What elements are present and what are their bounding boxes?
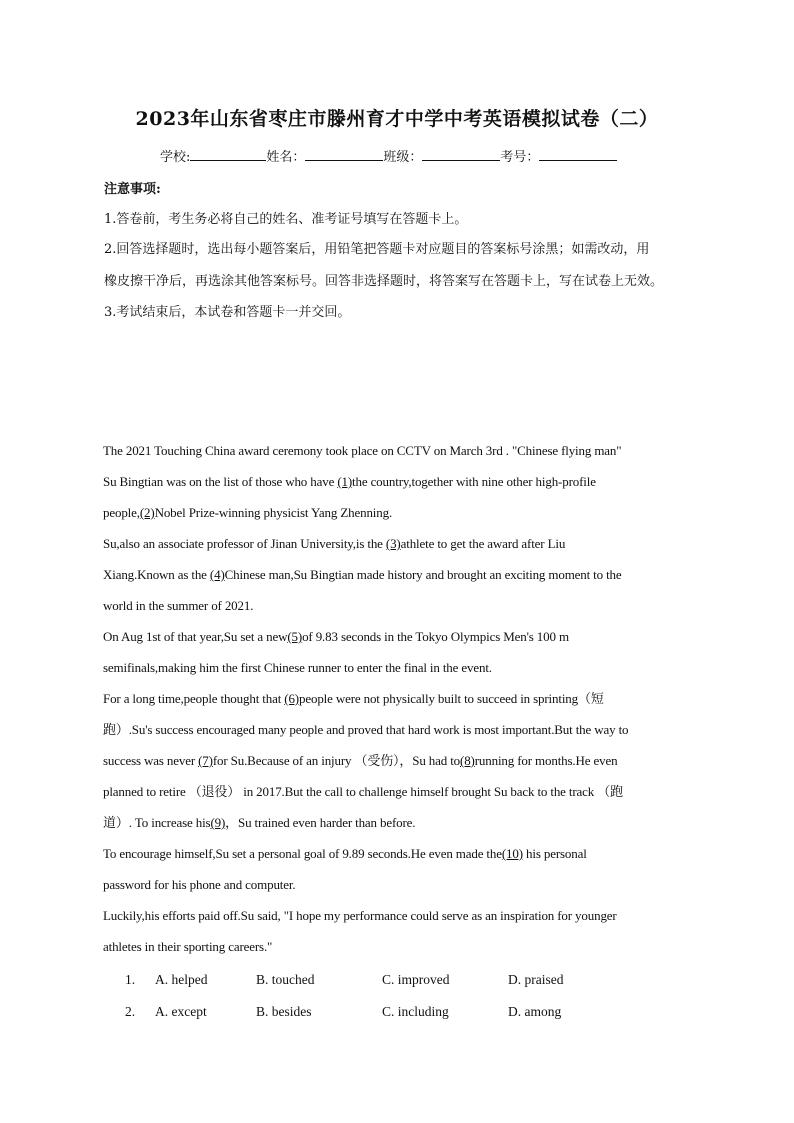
blank-number: (4) [209,567,225,582]
passage-text: Nobel Prize-winning physicist Yang Zhenning. [154,505,393,520]
passage-line [103,596,703,627]
passage-line [103,689,703,720]
question-number: 2. [125,1004,136,1019]
passage-text: planned to retire （退役） in 2017.But the call to challenge himself brought Su back to the track （跑 [103,784,623,799]
passage-text: athletes in their sporting careers." [103,939,273,954]
option-c[interactable]: C. improved [382,972,450,987]
option-b[interactable]: B. besides [256,1004,312,1019]
passage-text: For a long time,people thought that [103,691,285,706]
passage-text: the country,together with nine other high-profile [352,474,596,489]
blank-number: (5) [287,629,303,644]
passage-text: Su,also an associate professor of Jinan University,is the [103,536,386,551]
passage-text: success was never [103,753,199,768]
passage-line [103,627,703,658]
blank-number: (9) [210,815,226,830]
passage-line [103,751,703,782]
passage-line [103,565,703,596]
passage-text: To encourage himself,Su set a personal goal of 9.89 seconds.He even made the [103,846,502,861]
option-a[interactable]: A. helped [155,972,208,987]
passage-text: Su Bingtian was on the list of those who have [103,474,338,489]
exam-no-blank[interactable] [539,148,617,161]
blank-number: (3) [385,536,401,551]
option-d[interactable]: D. among [508,1004,562,1019]
name-label: 姓名： [266,150,306,165]
school-label: 学校: [160,150,191,165]
passage-text: 跑）.Su's success encouraged many people and proved that hard work is most important.But the way to [103,722,629,737]
passage-text: Luckily,his efforts paid off.Su said, "I hope my performance could serve as an inspiration for younger [103,908,617,923]
passage-text: The 2021 Touching China award ceremony took place on CCTV on March 3rd . "Chinese flying man" [103,443,622,458]
notice-line: 3.考试结束后，本试卷和答题卡一并交回。 [104,305,351,320]
passage-text: his personal [522,846,587,861]
class-blank[interactable] [422,148,500,161]
reading-passage [103,441,703,968]
passage-line [103,534,703,565]
question-number: 1. [125,972,136,987]
passage-line [103,720,703,751]
passage-text: world in the summer of 2021. [103,598,254,613]
passage-text: ，Su trained even harder than before. [225,815,416,830]
student-info-row [160,146,617,165]
passage-text: semifinals,making him the first Chinese runner to enter the final in the event. [103,660,492,675]
notice-line: 橡皮擦干净后，再选涂其他答案标号。回答非选择题时，将答案写在答题卡上，写在试卷上无效。 [104,274,664,289]
passage-line [103,503,703,534]
passage-line [103,813,703,844]
page-title: 2023年山东省枣庄市滕州育才中学中考英语模拟试卷（二） [135,108,659,130]
exam-no-label: 考号： [500,150,540,165]
option-b[interactable]: B. touched [256,972,315,987]
passage-text: people were not physically built to succeed in sprinting（短 [299,691,604,706]
passage-text: people, [103,505,140,520]
blank-number: (8) [460,753,475,768]
passage-text: On Aug 1st of that year,Su set a new [103,629,288,644]
school-blank[interactable] [190,148,266,161]
notice-line: 1.答卷前，考生务必将自己的姓名、准考证号填写在答题卡上。 [104,212,468,227]
blank-number: (2) [139,505,155,520]
blank-number: (6) [284,691,299,706]
passage-text: athlete to get the award after Liu [400,536,566,551]
passage-text: Chinese man,Su Bingtian made history and brought an exciting moment to the [224,567,622,582]
class-label: 班级： [383,150,423,165]
blank-number: (10) [501,846,523,861]
option-c[interactable]: C. including [382,1004,449,1019]
notice-line: 2.回答选择题时，选出每小题答案后，用铅笔把答题卡对应题目的答案标号涂黑；如需改动，用 [104,242,650,257]
blank-number: (1) [337,474,353,489]
passage-text: of 9.83 seconds in the Tokyo Olympics Men's 100 m [302,629,569,644]
blank-number: (7) [198,753,213,768]
option-a[interactable]: A. except [155,1004,207,1019]
passage-line [103,658,703,689]
name-blank[interactable] [305,148,383,161]
passage-text: 道）. To increase his [103,815,211,830]
passage-text: Xiang.Known as the [103,567,210,582]
passage-line [103,441,703,472]
passage-line [103,782,703,813]
passage-text: password for his phone and computer. [103,877,296,892]
option-d[interactable]: D. praised [508,972,564,987]
passage-line [103,937,703,968]
passage-line [103,906,703,937]
passage-text: for Su.Because of an injury （受伤），Su had to [212,753,461,768]
notice-heading: 注意事项: [104,182,161,197]
passage-text: running for months.He even [474,753,618,768]
passage-line [103,875,703,906]
passage-line [103,472,703,503]
passage-line [103,844,703,875]
